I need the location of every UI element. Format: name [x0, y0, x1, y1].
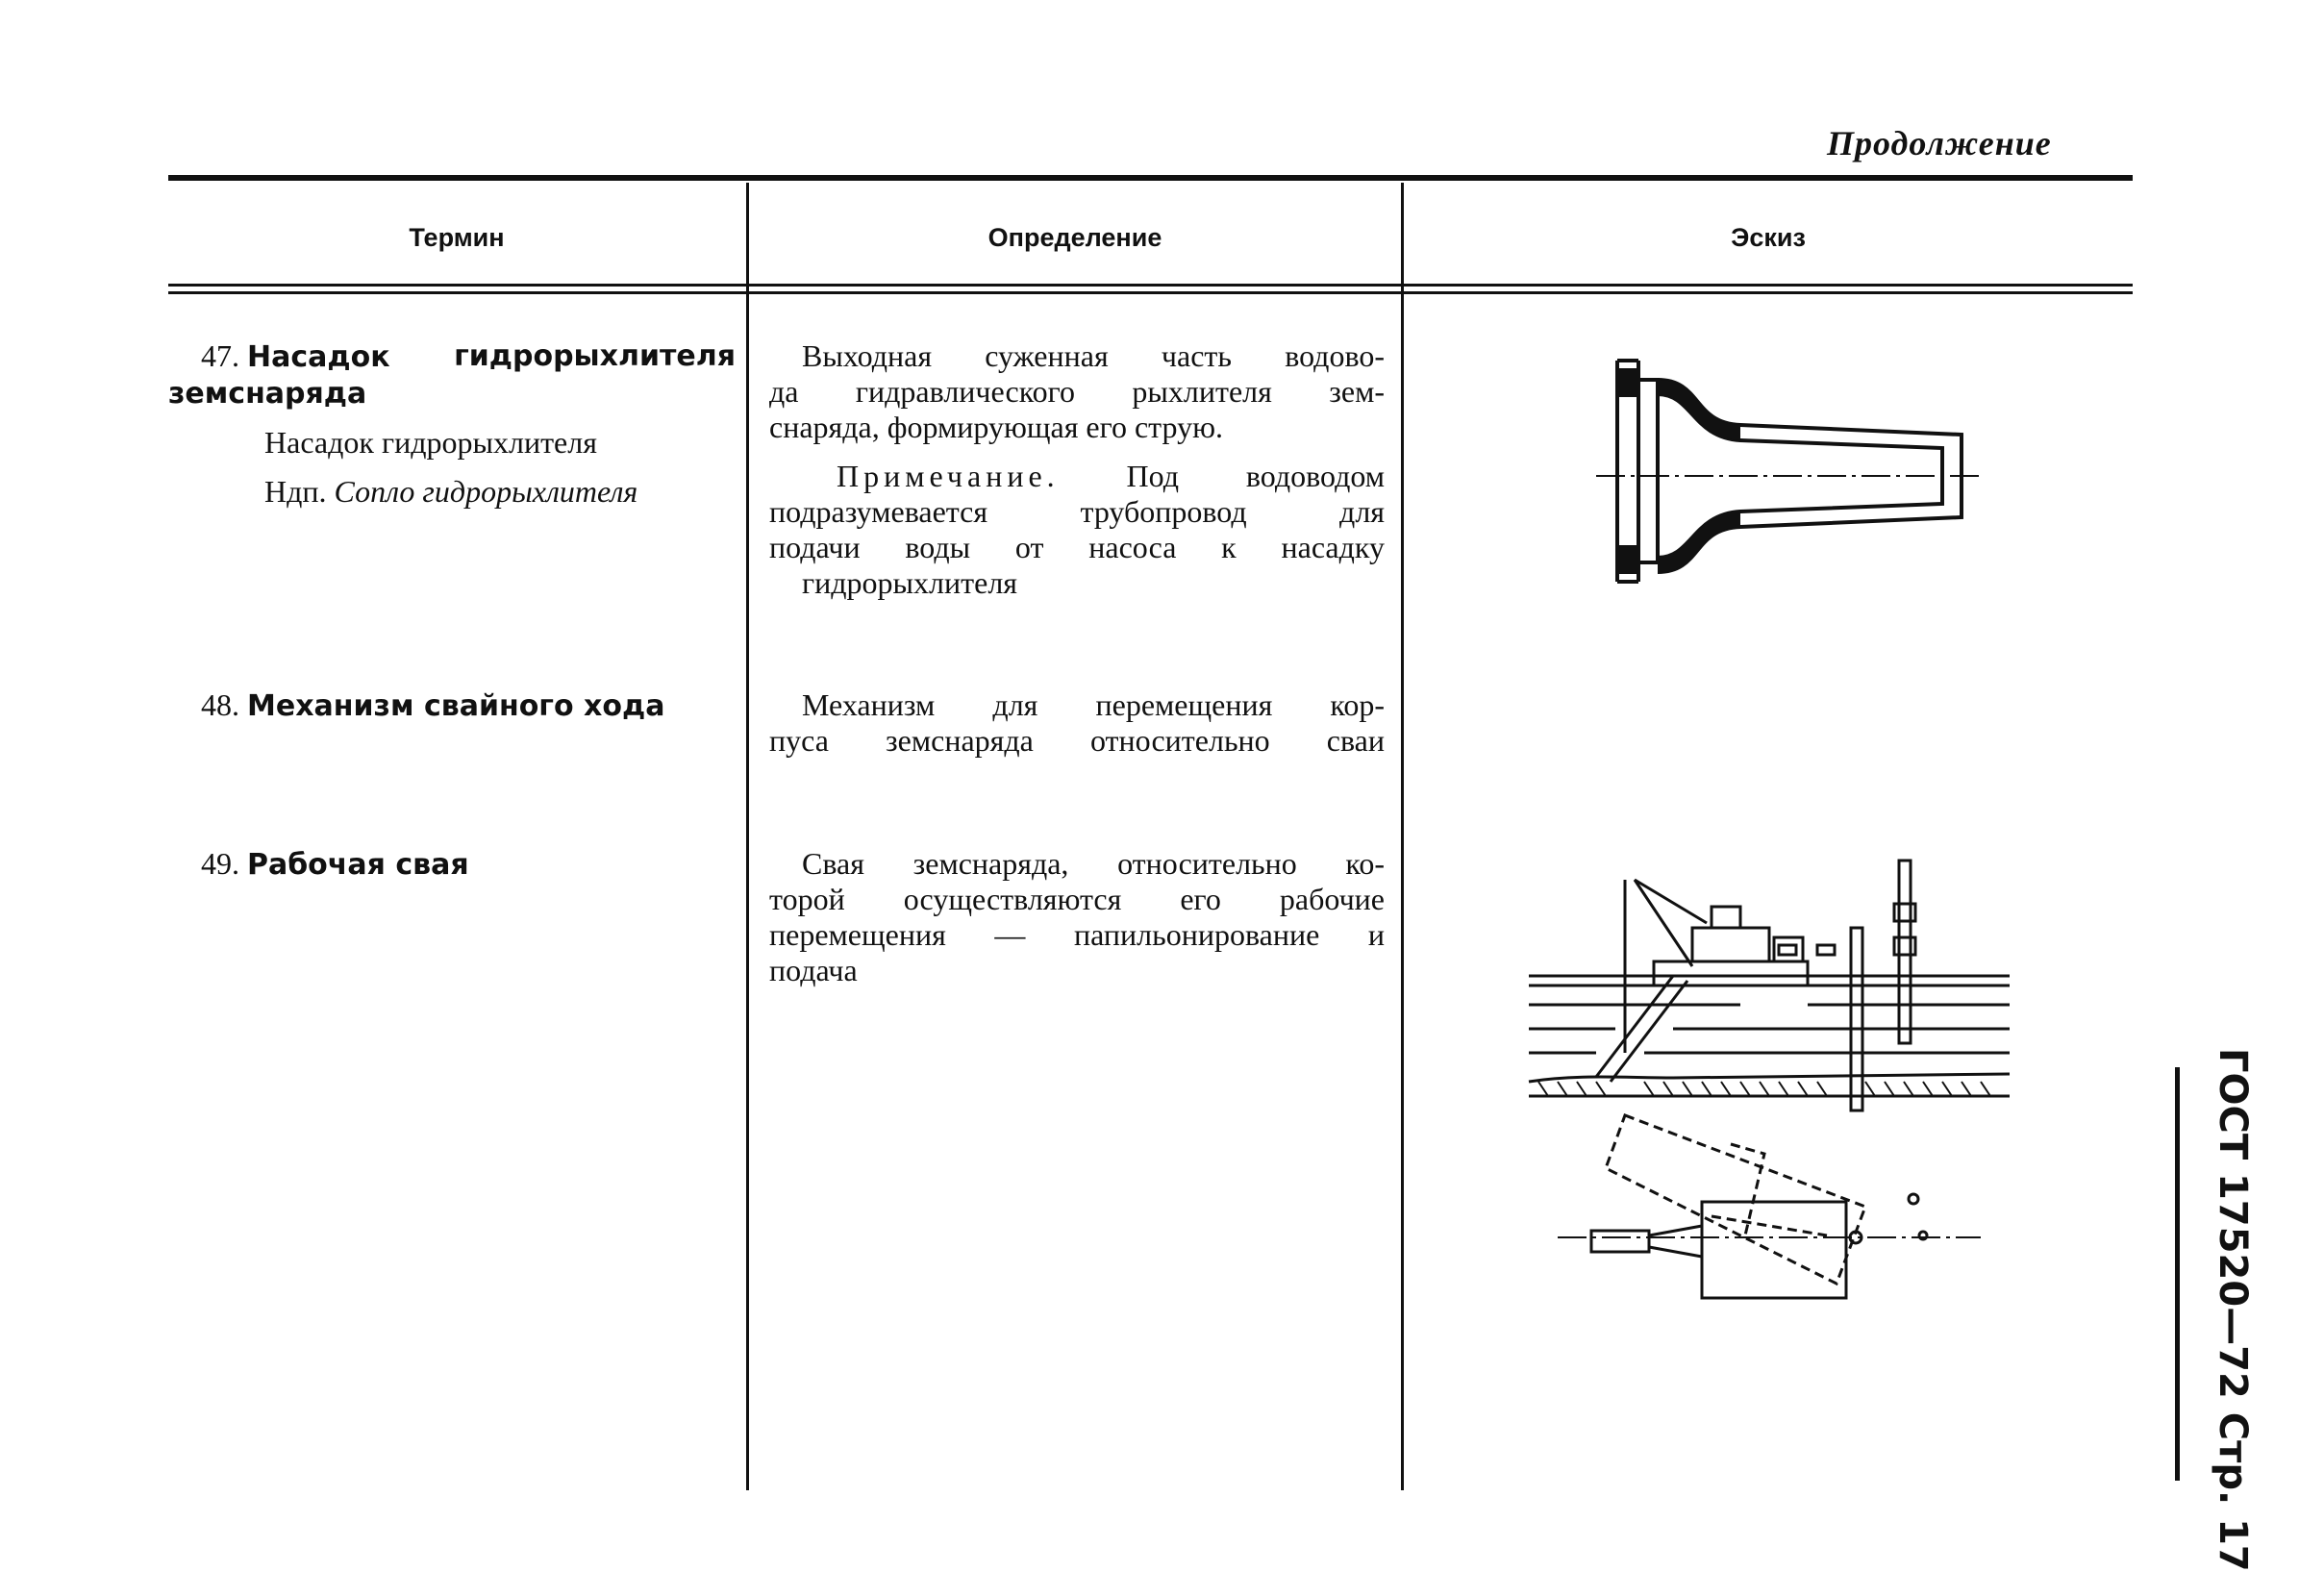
nozzle-drawing-icon [1596, 356, 1981, 596]
definition-47 [769, 338, 1385, 601]
definition-48-line-1: Механизм для перемещения кор- [802, 687, 1385, 722]
header-bottom-rule-1 [168, 284, 2133, 287]
term-48-title: Механизм свайного хода [247, 689, 665, 723]
dredger-spud-drawing-icon [1519, 851, 2019, 1312]
column-divider-2 [1401, 183, 1404, 1490]
continuation-label: Продолжение [1827, 124, 2052, 162]
side-label-text: ГОСТ 17520—72 Стр. 17 [2211, 1048, 2255, 1572]
term-47 [168, 338, 736, 510]
term-47-title-part2: гидрорыхлителя [454, 339, 736, 373]
definition-48 [769, 687, 1385, 759]
term-47-synonym: Насадок гидрорыхлителя [264, 425, 597, 460]
column-divider-1 [746, 183, 749, 1490]
term-48-number: 48. [201, 687, 239, 722]
definition-47-note-line-2: подразумевается трубопровод для [769, 494, 1385, 529]
definition-49-line-4: подача [769, 953, 858, 987]
definition-47-note-line-1: Под водоводом [1126, 459, 1385, 493]
term-49 [201, 846, 469, 883]
term-49-number: 49. [201, 846, 239, 881]
header-sketch: Эскиз [1731, 223, 1806, 252]
header-term: Термин [409, 223, 505, 252]
definition-49-line-1: Свая земснаряда, относительно ко- [802, 846, 1385, 881]
term-49-title: Рабочая свая [247, 848, 469, 882]
term-47-title-part3: земснаряда [168, 377, 367, 411]
definition-49-line-3: перемещения — папильонирование и [769, 917, 1385, 952]
term-47-deprecated: Сопло гидрорыхлителя [334, 474, 638, 509]
definition-49 [769, 846, 1385, 988]
definition-47-line-3: снаряда, формирующая его струю. [769, 410, 1223, 444]
header-bottom-rule-2 [168, 291, 2133, 294]
definition-47-line-2: да гидравлического рыхлителя зем- [769, 374, 1385, 409]
term-47-title-part1: Насадок [247, 340, 390, 374]
definition-47-line-1: Выходная суженная часть водово- [802, 338, 1385, 373]
definition-47-note-line-3: подачи воды от насоса к насадку [769, 530, 1385, 564]
definition-49-line-2: торой осуществляются его рабочие [769, 882, 1385, 916]
term-47-number: 47. [201, 338, 239, 373]
term-48 [201, 687, 664, 724]
definition-48-line-2: пуса земснаряда относительно сваи [769, 723, 1385, 758]
definition-47-note-label: Примечание. [837, 459, 1060, 493]
term-47-deprecated-prefix: Ндп. [264, 474, 327, 509]
definition-47-note-line-4: гидрорыхлителя [802, 565, 1017, 600]
side-label [2178, 1048, 2255, 1572]
table-top-rule [168, 175, 2133, 181]
header-definition: Определение [987, 223, 1162, 252]
